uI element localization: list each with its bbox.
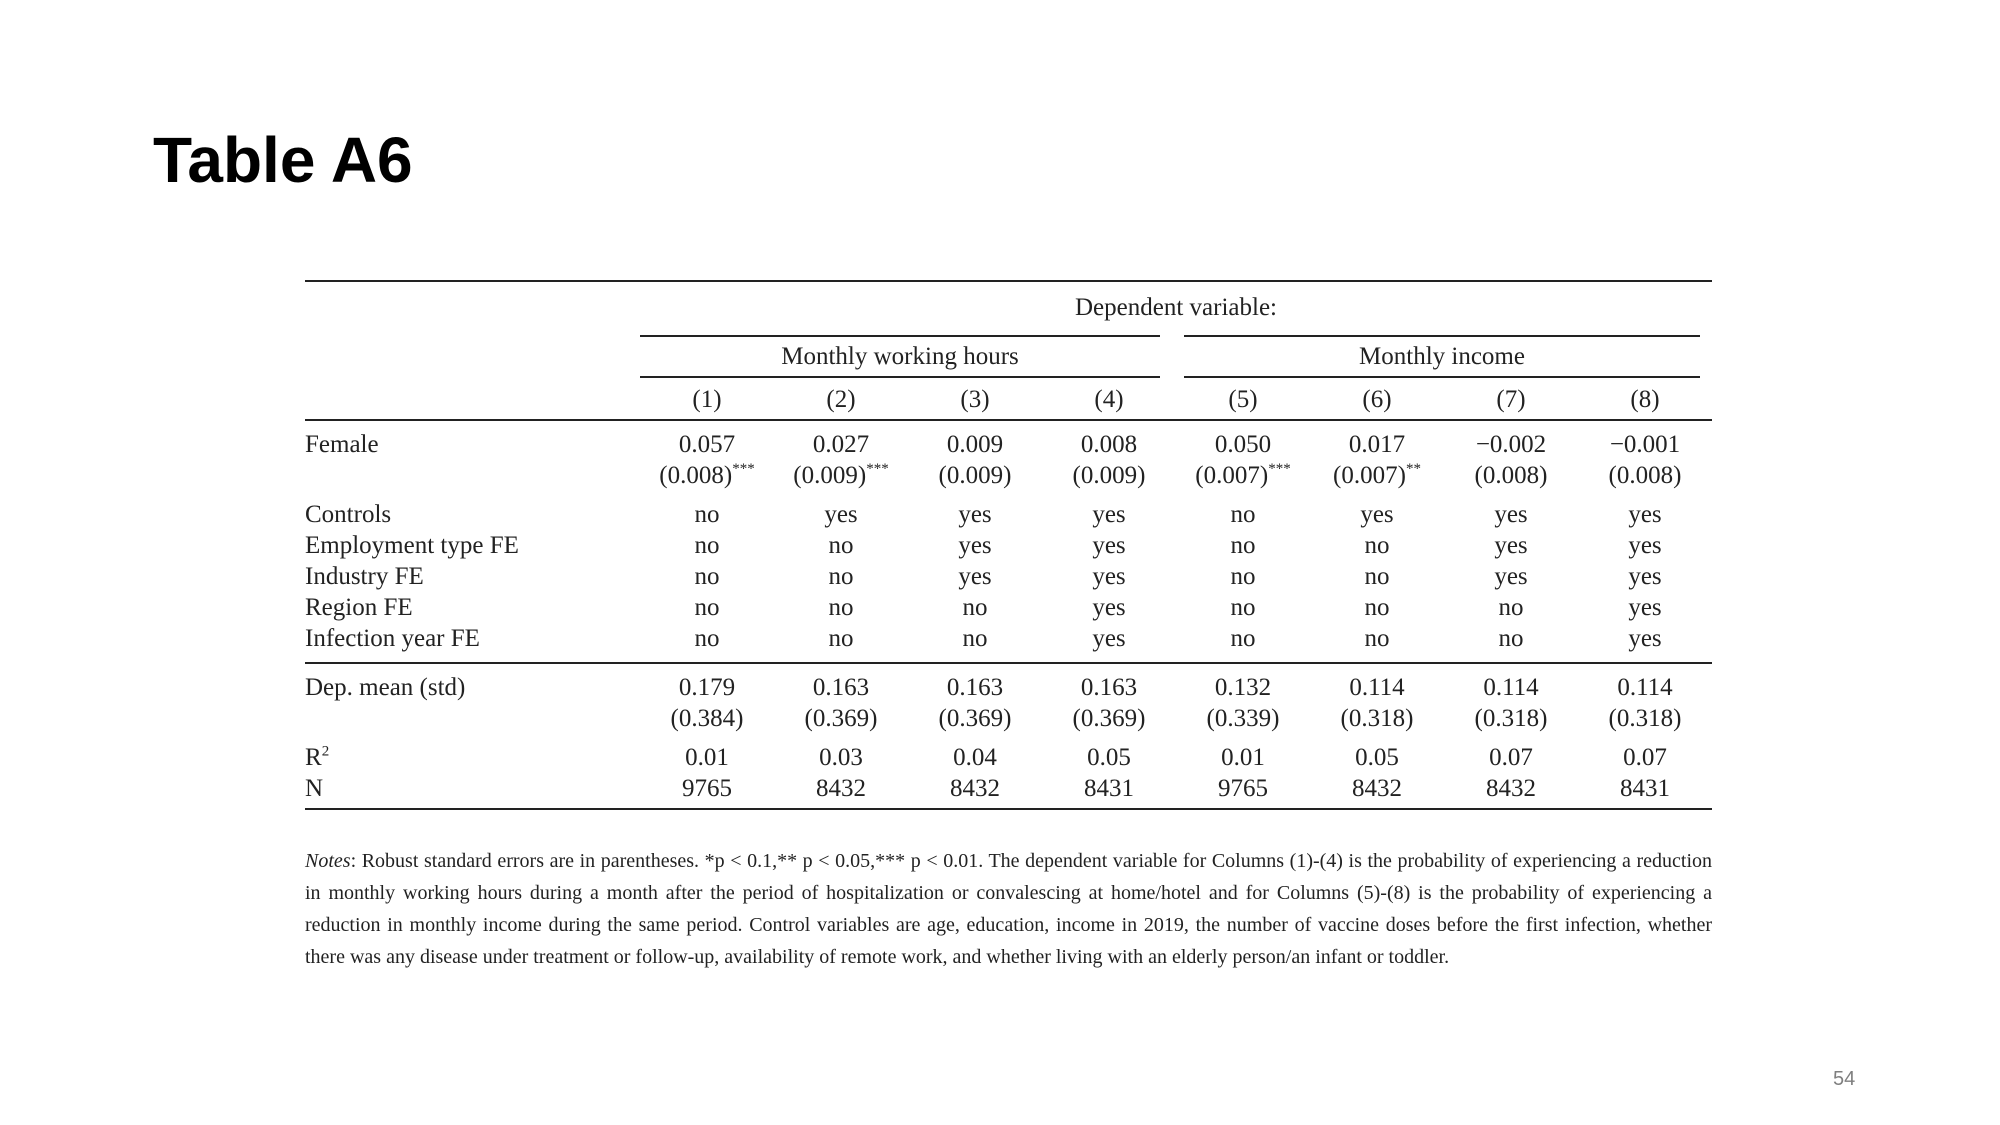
- coefficient: −0.002: [1444, 420, 1578, 460]
- n-value: 8432: [1444, 773, 1578, 809]
- column-number: (5): [1228, 386, 1258, 413]
- dep-mean-value: 0.132: [1176, 663, 1310, 703]
- coefficient: 0.057: [640, 420, 774, 460]
- table-cell: yes: [1628, 532, 1662, 559]
- coefficient: 0.008: [1042, 420, 1176, 460]
- dep-mean-value: 0.114: [1444, 663, 1578, 703]
- standard-error: (0.008): [1608, 462, 1682, 489]
- coefficient: 0.017: [1310, 420, 1444, 460]
- r2-value: 0.03: [819, 744, 863, 771]
- table-cell: no: [1230, 532, 1256, 559]
- slide-title: Table A6: [153, 124, 413, 196]
- n-value: 8431: [1578, 773, 1712, 809]
- significance-stars: ***: [866, 461, 889, 477]
- r2-value: 0.01: [685, 744, 729, 771]
- table-cell: no: [1364, 625, 1390, 652]
- column-number: (7): [1496, 386, 1526, 413]
- row-label-region-fe: Region FE: [305, 594, 413, 621]
- dep-std-value: (0.318): [1474, 705, 1548, 732]
- header-stub: [305, 281, 640, 329]
- dep-std-value: (0.369): [938, 705, 1012, 732]
- standard-error: (0.009)***: [793, 461, 889, 489]
- table-notes: [305, 845, 1712, 973]
- row-label-controls: Controls: [305, 501, 392, 528]
- table-cell: no: [828, 532, 854, 559]
- table-cell: no: [828, 594, 854, 621]
- coefficient: 0.009: [908, 420, 1042, 460]
- table-cell: yes: [1628, 625, 1662, 652]
- table-cell: no: [962, 594, 988, 621]
- dep-std-value: (0.339): [1206, 705, 1280, 732]
- table-cell: no: [828, 625, 854, 652]
- table-cell: yes: [1494, 532, 1528, 559]
- row-label-industry-fe: Industry FE: [305, 563, 424, 590]
- table-cell: yes: [958, 563, 992, 590]
- table-cell: yes: [1628, 563, 1662, 590]
- dep-mean-value: 0.163: [1042, 663, 1176, 703]
- table-cell: yes: [958, 532, 992, 559]
- significance-stars: **: [1405, 461, 1421, 477]
- dep-std-value: (0.369): [804, 705, 878, 732]
- column-number: (4): [1094, 386, 1124, 413]
- table-cell: no: [694, 501, 720, 528]
- n-value: 8432: [908, 773, 1042, 809]
- row-label-n: N: [305, 773, 640, 809]
- row-label-employment-type-fe: Employment type FE: [305, 532, 519, 559]
- standard-error: (0.008)***: [659, 461, 755, 489]
- coefficient: −0.001: [1578, 420, 1712, 460]
- table-cell: no: [694, 625, 720, 652]
- standard-error: (0.009): [938, 462, 1012, 489]
- table-cell: yes: [1092, 501, 1126, 528]
- dep-mean-value: 0.114: [1310, 663, 1444, 703]
- notes-label: Notes: [305, 850, 351, 872]
- table-cell: yes: [1092, 625, 1126, 652]
- coefficient: 0.050: [1176, 420, 1310, 460]
- significance-stars: ***: [732, 461, 755, 477]
- r2-value: 0.01: [1221, 744, 1265, 771]
- regression-table: [305, 280, 1712, 810]
- group-header-monthly-income: Monthly income: [1184, 337, 1700, 378]
- r2-value: 0.07: [1489, 744, 1533, 771]
- table-cell: no: [828, 563, 854, 590]
- dependent-variable-header: Dependent variable:: [640, 281, 1712, 329]
- r2-value: 0.04: [953, 744, 997, 771]
- notes-text: : Robust standard errors are in parentheses. *p < 0.1,** p < 0.05,*** p < 0.01. The dependent variable for Columns (1)-(4) is the probability of experiencing a reduction in monthly working hours during a month after the period of hospitalization or convalescing at home/hotel and for Columns (5)-(8) is the probability of experiencing a reduction in monthly income during the same period. Control variables are age, education, income in 2019, the number of vaccine doses before the first infection, whether there was any disease under treatment or follow-up, availability of remote work, and whether living with an elderly person/an infant or toddler.: [305, 850, 1712, 968]
- dep-mean-value: 0.114: [1578, 663, 1712, 703]
- page-number: 54: [1833, 1068, 1856, 1090]
- table-cell: no: [1230, 625, 1256, 652]
- row-label-infection-year-fe: Infection year FE: [305, 625, 480, 652]
- n-value: 8431: [1042, 773, 1176, 809]
- table-cell: yes: [1628, 594, 1662, 621]
- n-value: 8432: [1310, 773, 1444, 809]
- n-value: 9765: [1176, 773, 1310, 809]
- r2-value: 0.05: [1087, 744, 1131, 771]
- standard-error: (0.007)**: [1333, 461, 1421, 489]
- table-cell: no: [962, 625, 988, 652]
- dep-mean-value: 0.163: [908, 663, 1042, 703]
- column-number: (1): [692, 386, 722, 413]
- table-cell: no: [1364, 532, 1390, 559]
- table-cell: yes: [958, 501, 992, 528]
- standard-error: (0.007)***: [1195, 461, 1291, 489]
- column-number: (6): [1362, 386, 1392, 413]
- table-cell: no: [694, 563, 720, 590]
- row-label-dep-mean: Dep. mean (std): [305, 663, 640, 703]
- table-cell: no: [1230, 501, 1256, 528]
- table-cell: yes: [1360, 501, 1394, 528]
- standard-error: (0.009): [1072, 462, 1146, 489]
- standard-error: (0.008): [1474, 462, 1548, 489]
- table-cell: no: [694, 532, 720, 559]
- group-header-working-hours: Monthly working hours: [640, 337, 1160, 378]
- coefficient: 0.027: [774, 420, 908, 460]
- n-value: 8432: [774, 773, 908, 809]
- column-number: (2): [826, 386, 856, 413]
- dep-std-value: (0.318): [1340, 705, 1414, 732]
- row-label-female: Female: [305, 420, 640, 460]
- table-cell: yes: [1092, 532, 1126, 559]
- table-cell: no: [1364, 594, 1390, 621]
- table-cell: no: [1230, 563, 1256, 590]
- dep-std-value: (0.384): [670, 705, 744, 732]
- table-cell: yes: [824, 501, 858, 528]
- table-cell: no: [1230, 594, 1256, 621]
- regression-table-grid: [305, 280, 1712, 810]
- table-cell: yes: [1092, 563, 1126, 590]
- table-cell: no: [1364, 563, 1390, 590]
- table-cell: yes: [1494, 563, 1528, 590]
- r2-value: 0.05: [1355, 744, 1399, 771]
- column-number: (3): [960, 386, 990, 413]
- n-value: 9765: [640, 773, 774, 809]
- table-cell: yes: [1494, 501, 1528, 528]
- column-number: (8): [1630, 386, 1660, 413]
- dep-mean-value: 0.179: [640, 663, 774, 703]
- table-cell: yes: [1628, 501, 1662, 528]
- dep-std-value: (0.369): [1072, 705, 1146, 732]
- dep-mean-value: 0.163: [774, 663, 908, 703]
- significance-stars: ***: [1268, 461, 1291, 477]
- row-label-r2: $R^2$: [305, 743, 330, 771]
- table-cell: yes: [1092, 594, 1126, 621]
- table-cell: no: [1498, 594, 1524, 621]
- table-cell: no: [694, 594, 720, 621]
- dep-std-value: (0.318): [1608, 705, 1682, 732]
- r2-value: 0.07: [1623, 744, 1667, 771]
- table-cell: no: [1498, 625, 1524, 652]
